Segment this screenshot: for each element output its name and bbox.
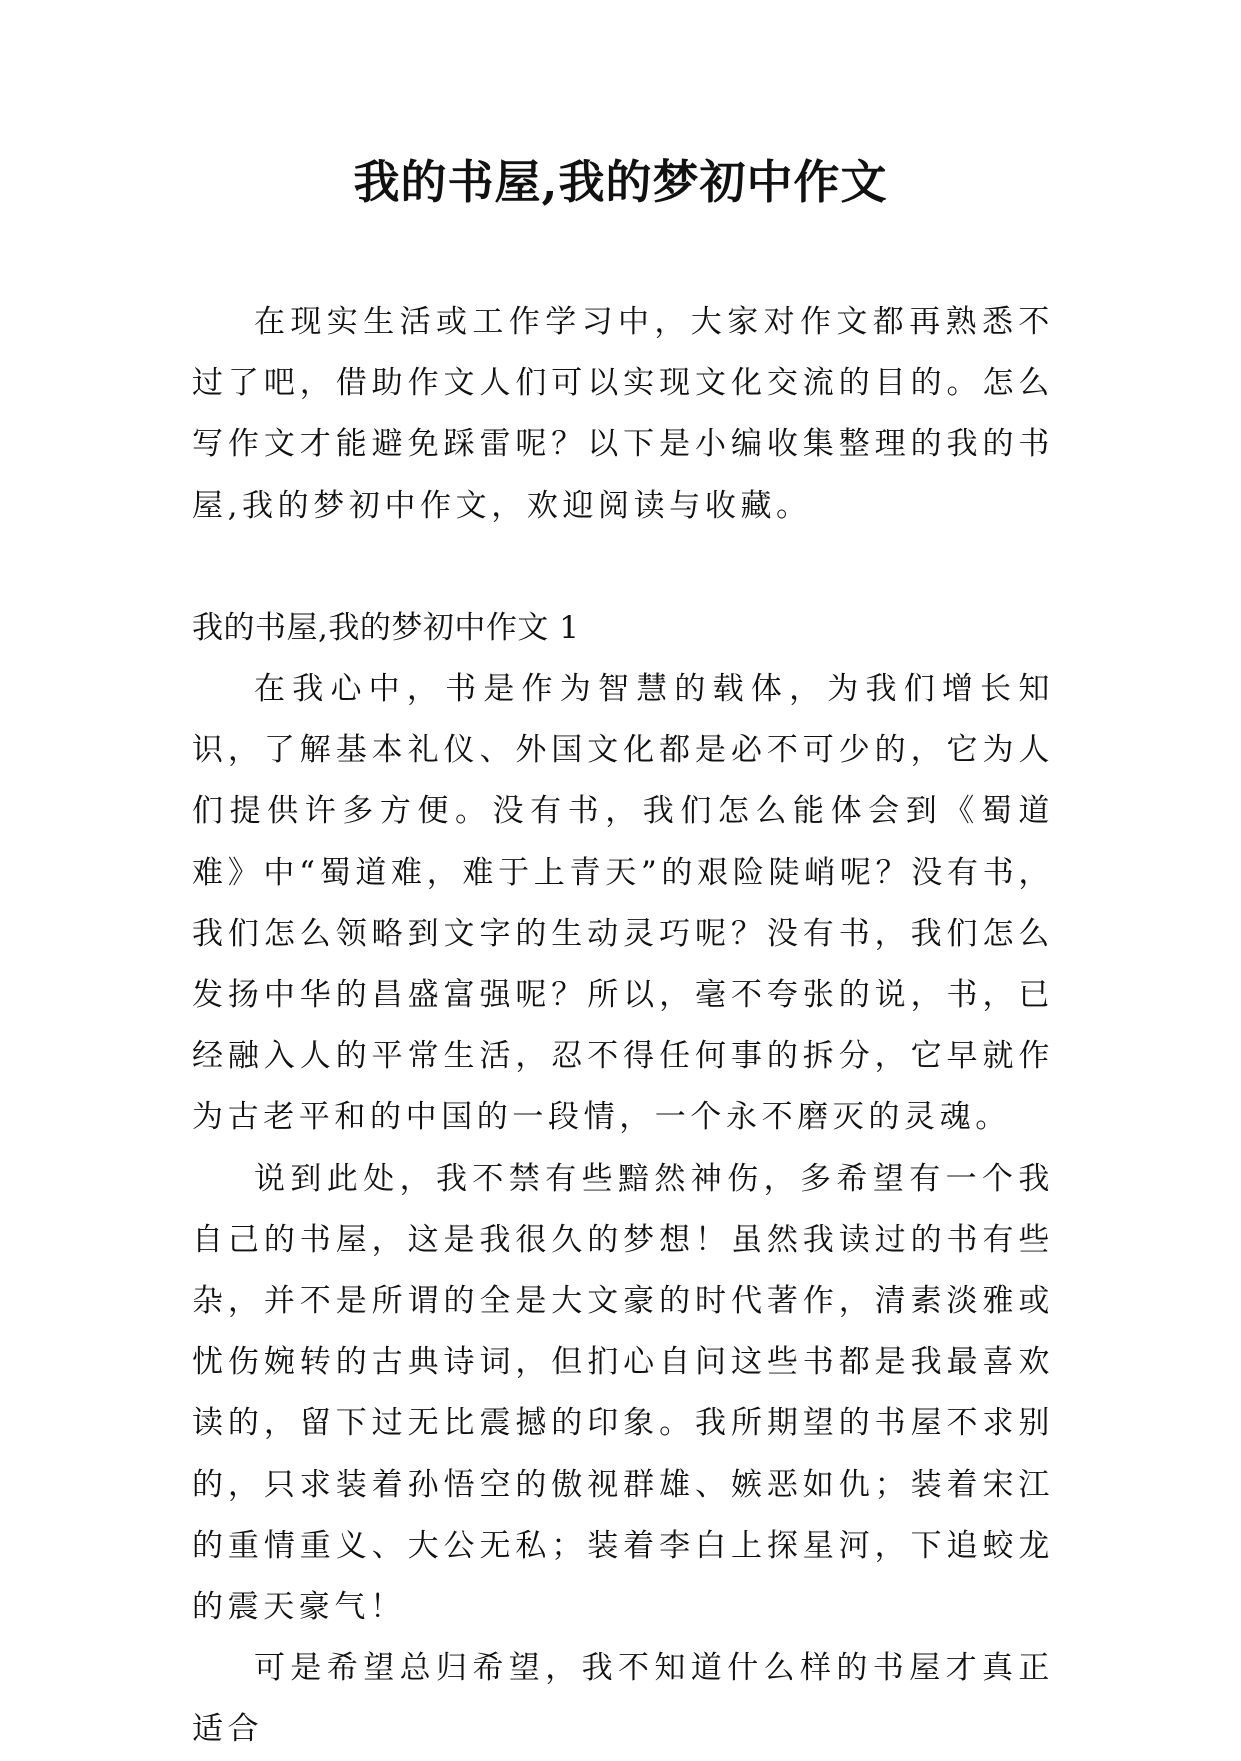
body-paragraph: 可是希望总归希望，我不知道什么样的书屋才真正适合 xyxy=(192,1650,1054,1748)
document-body xyxy=(192,292,1054,1761)
body-paragraph: 在我心中，书是作为智慧的载体，为我们增长知识，了解基本礼仪、外国文化都是必不可少的，它为人们提供许多方便。没有书，我们怎么能体会到《蜀道难》中“蜀道难，难于上青天”的艰险陡峭呢？没有书，我们怎么领略到文字的生动灵巧呢？没有书，我们怎么发扬中华的昌盛富强呢？所以，毫不夸张的说，书，已经融入人的平常生活，忍不得任何事的拆分，它早就作为古老平和的中国的一段情，一个永不磨灭的灵魂。 xyxy=(192,671,1054,1136)
document-title: 我的书屋,我的梦初中作文 xyxy=(353,155,888,209)
section-heading: 我的书屋,我的梦初中作文 1 xyxy=(192,609,580,646)
body-paragraph: 说到此处，我不禁有些黯然神伤，多希望有一个我自己的书屋，这是我很久的梦想！虽然我读过的书有些杂，并不是所谓的全是大文豪的时代著作，清素淡雅或忧伤婉转的古典诗词，但扪心自问这些书都是我最喜欢读的，留下过无比震撼的印象。我所期望的书屋不求别的，只求装着孙悟空的傲视群雄、嫉恶如仇；装着宋江的重情重义、大公无私；装着李白上探星河，下追蛟龙的震天豪气！ xyxy=(192,1160,1054,1626)
intro-paragraph: 在现实生活或工作学习中，大家对作文都再熟悉不过了吧，借助作文人们可以实现文化交流的目的。怎么写作文才能避免踩雷呢？以下是小编收集整理的我的书屋,我的梦初中作文，欢迎阅读与收藏。 xyxy=(192,304,1054,524)
